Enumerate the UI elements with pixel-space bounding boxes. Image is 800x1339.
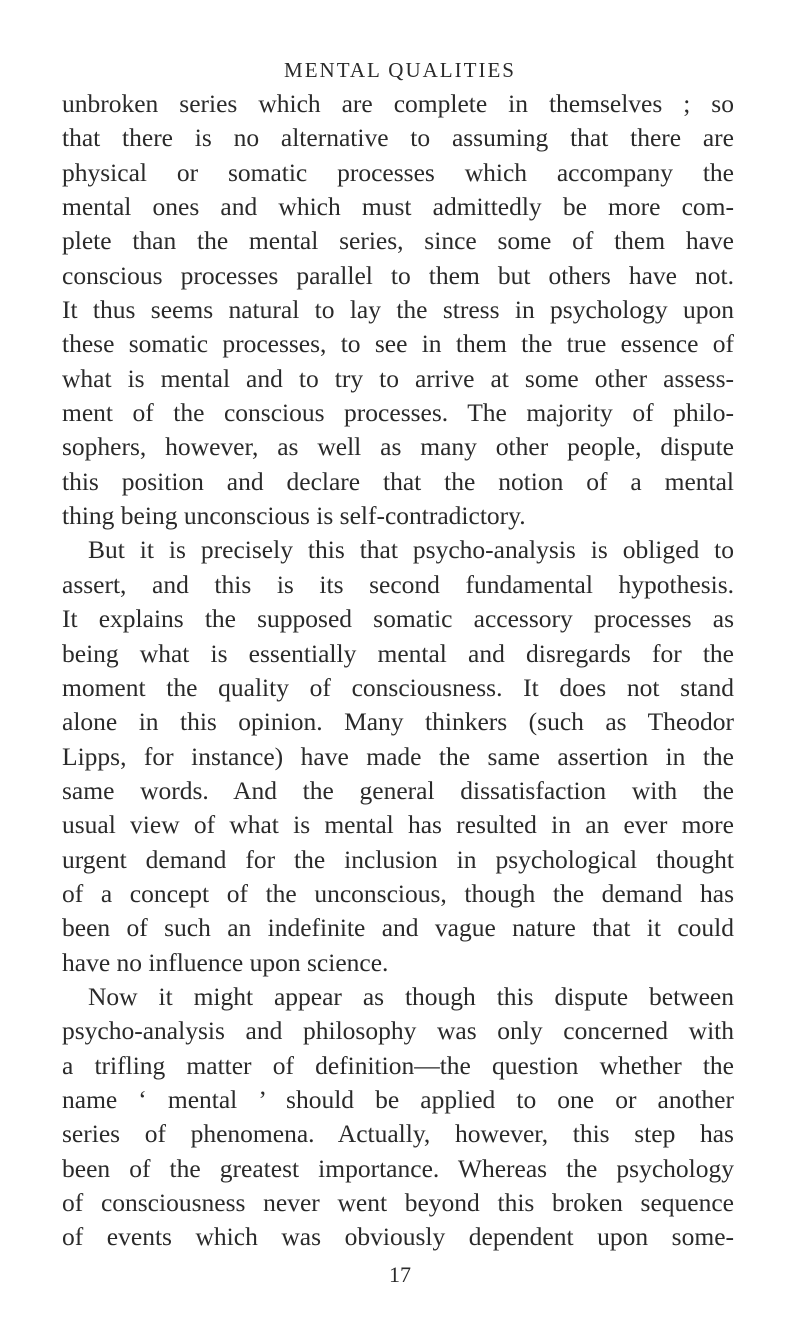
- text-line: name ‘ mental ’ should be applied to one or another: [62, 1084, 734, 1114]
- text-line: Now it might appear as though this dispute between: [88, 981, 734, 1011]
- text-line: But it is precisely this that psycho-analysis is obliged to: [88, 535, 734, 565]
- text-line: these somatic processes, to see in them the true essence of: [62, 329, 734, 359]
- text-line: sophers, however, as well as many other people, dispute: [62, 432, 734, 462]
- text-line: of consciousness never went beyond this broken sequence: [62, 1188, 734, 1217]
- text-line: alone in this opinion. Many thinkers (such as Theodor: [62, 707, 734, 737]
- text-line: this position and declare that the notion of a mental: [62, 466, 734, 496]
- text-line: plete than the mental series, since some of them have: [62, 226, 734, 256]
- text-line: psycho-analysis and philosophy was only concerned with: [62, 1016, 734, 1046]
- text-line: It thus seems natural to lay the stress in psychology upon: [62, 295, 734, 325]
- text-line: been of such an indefinite and vague nature that it could: [62, 913, 734, 943]
- text-line: being what is essentially mental and disregards for the: [62, 638, 734, 668]
- text-line: a trifling matter of definition—the question whether the: [62, 1050, 734, 1080]
- text-line: Lipps, for instance) have made the same assertion in the: [62, 741, 734, 771]
- page-number: 17: [389, 1262, 411, 1287]
- body-text: [62, 87, 734, 1255]
- text-line: unbroken series which are complete in themselves ; so: [62, 89, 734, 118]
- text-line: have no influence upon science.: [62, 947, 389, 977]
- text-line: urgent demand for the inclusion in psychological thought: [62, 844, 734, 874]
- text-line: of a concept of the unconscious, though the demand has: [62, 878, 734, 908]
- text-line: physical or somatic processes which accompany the: [62, 157, 734, 187]
- text-line: thing being unconscious is self-contradictory.: [62, 501, 526, 531]
- text-line: moment the quality of consciousness. It does not stand: [62, 672, 734, 702]
- text-line: usual view of what is mental has resulted in an ever more: [62, 810, 734, 840]
- text-line: assert, and this is its second fundamental hypothesis.: [62, 569, 734, 599]
- text-line: same words. And the general dissatisfaction with the: [62, 775, 734, 805]
- text-line: It explains the supposed somatic accessory processes as: [62, 604, 734, 634]
- text-line: what is mental and to try to arrive at some other assess-: [62, 363, 734, 393]
- text-line: series of phenomena. Actually, however, this step has: [62, 1119, 734, 1149]
- text-line: that there is no alternative to assuming that there are: [62, 123, 734, 153]
- text-line: of events which was obviously dependent upon some-: [62, 1222, 734, 1252]
- running-head: MENTAL QUALITIES: [284, 58, 516, 82]
- text-line: mental ones and which must admittedly be more com-: [62, 192, 734, 222]
- text-line: been of the greatest importance. Whereas the psychology: [62, 1153, 734, 1183]
- text-line: conscious processes parallel to them but others have not.: [62, 260, 734, 290]
- text-line: ment of the conscious processes. The majority of philo-: [62, 398, 734, 428]
